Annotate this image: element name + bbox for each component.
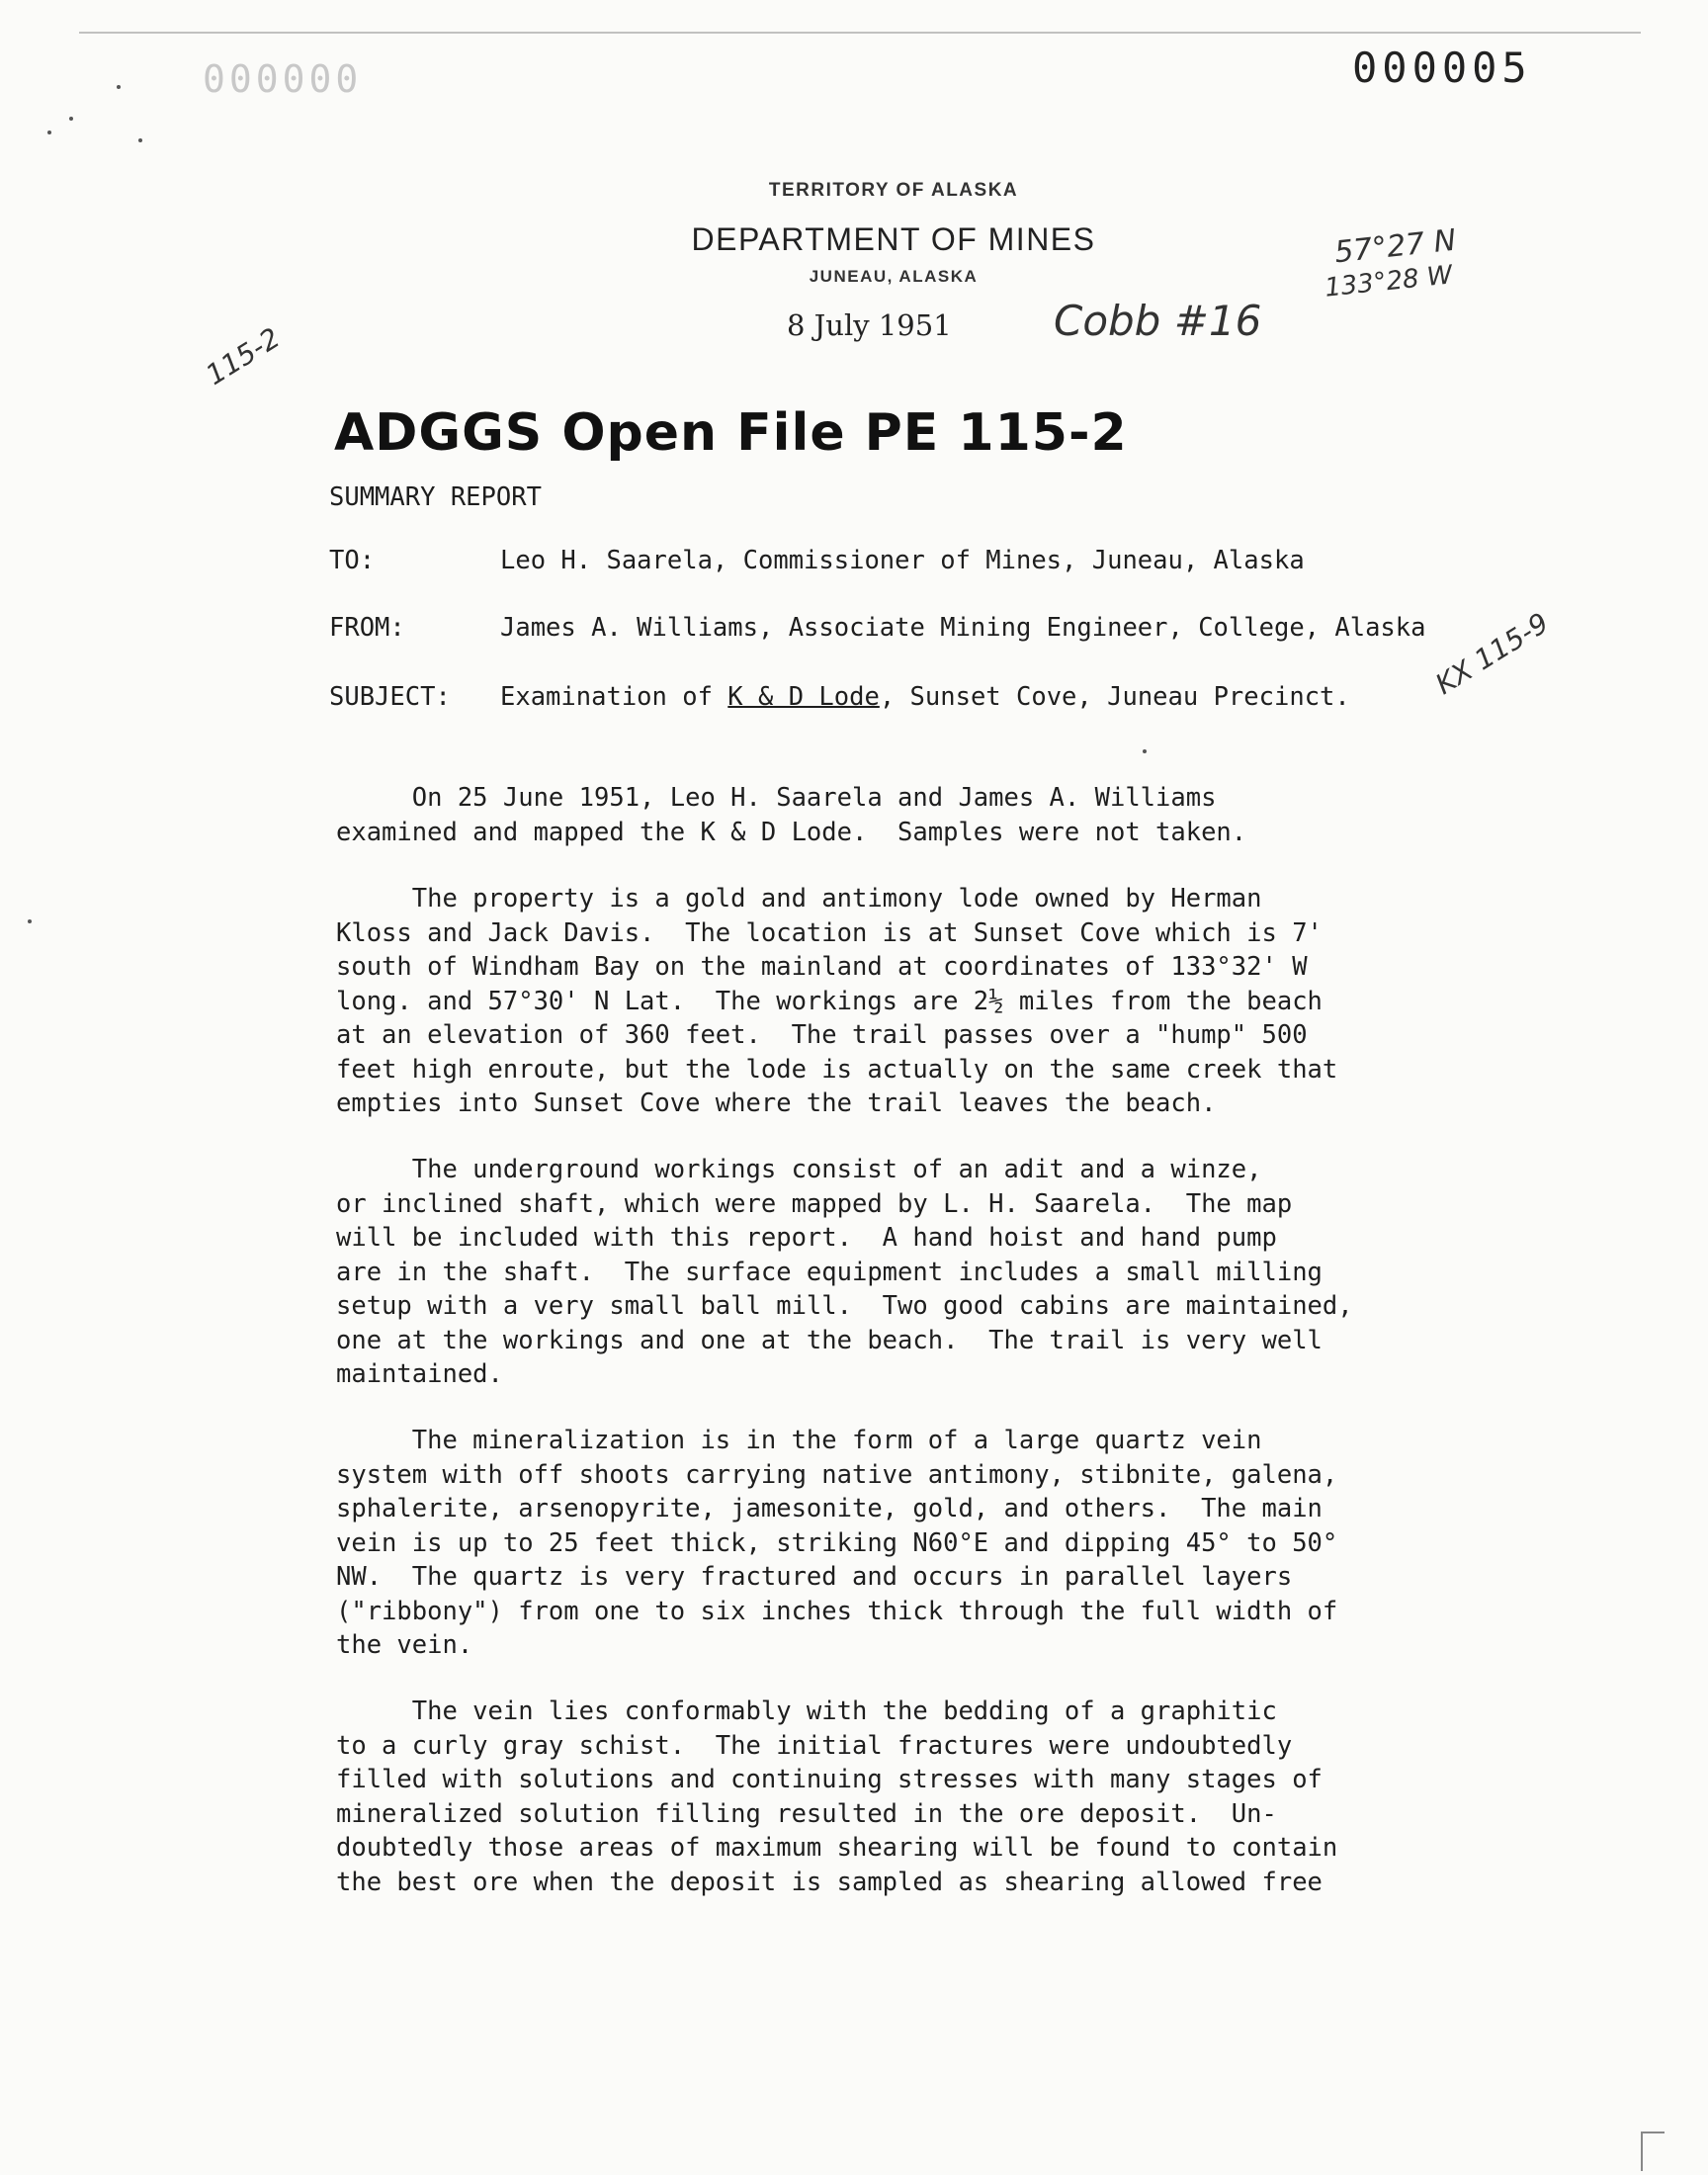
speck (69, 117, 73, 121)
paragraph-line: sphalerite, arsenopyrite, jamesonite, gold, and others. The main (336, 1494, 1323, 1523)
handwritten-kx-note: KX 115-9 (1429, 606, 1555, 701)
subject-underlined-text: K & D Lode (727, 682, 880, 712)
paragraph-line: setup with a very small ball mill. Two good cabins are maintained, (336, 1291, 1353, 1321)
paragraph-line: The property is a gold and antimony lode owned by Herman (336, 884, 1262, 914)
paragraph-line: south of Windham Bay on the mainland at coordinates of 133°32' W (336, 952, 1308, 982)
paragraph-line: system with off shoots carrying native antimony, stibnite, galena, (336, 1459, 1338, 1490)
document-number: 000005 (1352, 44, 1532, 92)
paragraph-line: the best ore when the deposit is sampled as shearing allowed free (336, 1867, 1323, 1897)
speck (28, 919, 32, 923)
paragraph-line: filled with solutions and continuing stresses with many stages of (336, 1765, 1323, 1794)
report-type: SUMMARY REPORT (329, 482, 542, 512)
subject-value (500, 682, 1350, 712)
paragraph-line: long. and 57°30' N Lat. The workings are 2½ miles from the beach (336, 986, 1323, 1016)
paragraph-line: feet high enroute, but the lode is actually on the same creek that (336, 1054, 1338, 1085)
document-date: 8 July 1951 (787, 308, 952, 342)
paragraph-line: vein is up to 25 feet thick, striking N60°E and dipping 45° to 50° (336, 1527, 1338, 1558)
paragraph-line: are in the shaft. The surface equipment includes a small milling (336, 1257, 1323, 1287)
subject-label: SUBJECT: (329, 682, 451, 712)
scan-corner-mark (1641, 2132, 1643, 2171)
paragraph-line: one at the workings and one at the beach. The trail is very well (336, 1325, 1323, 1355)
speck (1143, 749, 1147, 753)
paragraph (336, 1695, 1483, 1899)
paragraph-line: maintained. (336, 1359, 503, 1389)
paragraph-line: empties into Sunset Cove where the trail leaves the beach. (336, 1088, 1217, 1118)
letterhead-location: JUNEAU, ALASKA (809, 267, 979, 286)
paragraph-line: the vein. (336, 1630, 473, 1660)
subject-text-post: , Sunset Cove, Juneau Precinct. (879, 682, 1350, 712)
paragraph (336, 882, 1483, 1121)
subject-text-pre: Examination of (500, 682, 728, 712)
speck (138, 138, 142, 142)
letterhead-territory: TERRITORY OF ALASKA (768, 180, 1019, 201)
paragraph-line: will be included with this report. A hand hoist and hand pump (336, 1223, 1277, 1253)
paragraph-line: On 25 June 1951, Leo H. Saarela and James A. Williams (336, 783, 1217, 813)
handwritten-longitude: 133°28 W (1323, 260, 1454, 304)
to-label: TO: (329, 546, 376, 575)
from-value: James A. Williams, Associate Mining Engineer, College, Alaska (500, 613, 1426, 643)
scan-corner-mark-h (1641, 2132, 1665, 2133)
paragraph-line: Kloss and Jack Davis. The location is at Sunset Cove which is 7' (336, 917, 1323, 948)
scan-top-edge (79, 32, 1641, 34)
handwritten-latitude: 57°27 N (1332, 222, 1458, 271)
paragraph-line: ("ribbony") from one to six inches thick through the full width of (336, 1596, 1338, 1626)
paragraph (336, 781, 1483, 849)
paragraph-line: to a curly gray schist. The initial fractures were undoubtedly (336, 1730, 1293, 1761)
paragraph-line: The mineralization is in the form of a large quartz vein (336, 1426, 1262, 1455)
letterhead-department: DEPARTMENT OF MINES (691, 221, 1096, 257)
from-label: FROM: (329, 613, 405, 643)
speck (47, 130, 51, 134)
faded-document-number: 000000 (203, 57, 363, 101)
paragraph-line: or inclined shaft, which were mapped by L. H. Saarela. The map (336, 1188, 1293, 1219)
paragraph-line: mineralized solution filling resulted in the ore deposit. Un- (336, 1798, 1277, 1829)
paragraph-line: at an elevation of 360 feet. The trail passes over a "hump" 500 (336, 1020, 1308, 1050)
handwritten-open-file-label: ADGGS Open File PE 115-2 (334, 403, 1128, 463)
paragraph (336, 1424, 1483, 1663)
paragraph-line: doubtedly those areas of maximum shearing will be found to contain (336, 1833, 1338, 1863)
speck (117, 85, 121, 89)
paragraph-line: The vein lies conformably with the bedding of a graphitic (336, 1696, 1277, 1726)
paragraph-line: The underground workings consist of an adit and a winze, (336, 1155, 1262, 1184)
handwritten-cobb-note: Cobb #16 (1054, 297, 1262, 345)
paragraph-line: NW. The quartz is very fractured and occurs in parallel layers (336, 1562, 1293, 1592)
paragraph (336, 1153, 1483, 1392)
handwritten-side-note: 115-2 (200, 320, 286, 392)
to-value: Leo H. Saarela, Commissioner of Mines, Juneau, Alaska (500, 546, 1305, 575)
paragraph-line: examined and mapped the K & D Lode. Samples were not taken. (336, 817, 1247, 847)
